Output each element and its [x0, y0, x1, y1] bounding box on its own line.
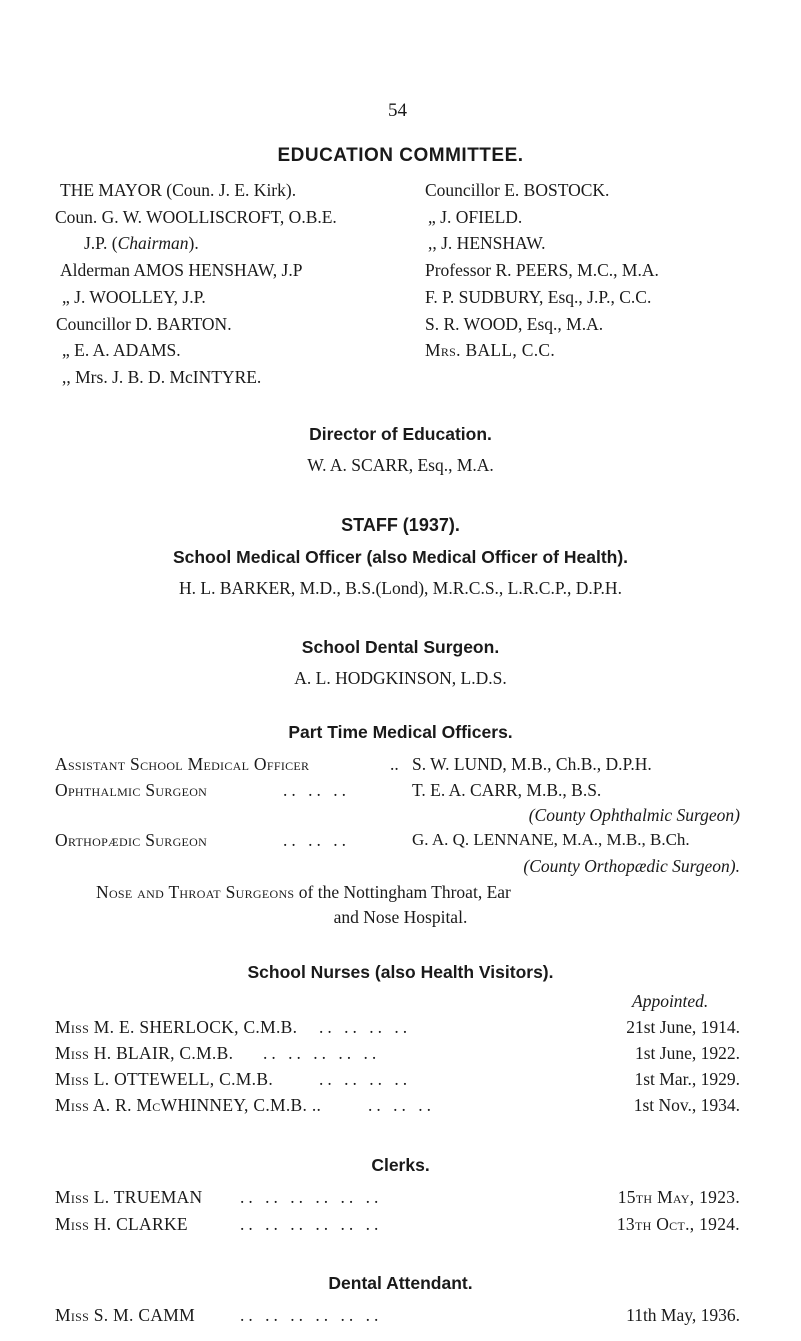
attendant-date: 11th May, 1936. — [626, 1305, 740, 1325]
leader-dots: .. .. .. .. .. .. — [240, 1187, 383, 1207]
committee-member: S. R. WOOD, Esq., M.A. — [425, 314, 604, 334]
committee-member: Councillor E. BOSTOCK. — [425, 180, 610, 200]
nose-throat-text: of the Nottingham Throat, Ear — [298, 882, 511, 902]
clerk-name: Miss L. TRUEMAN — [55, 1187, 203, 1207]
officer-name: G. A. Q. LENNANE, M.A., M.B., B.Ch. — [412, 830, 690, 849]
committee-member: ,, Mrs. J. B. D. McINTYRE. — [62, 367, 262, 387]
clerk-date: 15th May, 1923. — [617, 1187, 740, 1207]
director-heading: Director of Education. — [309, 424, 492, 444]
committee-member: Alderman AMOS HENSHAW, J.P — [60, 260, 303, 280]
committee-member: Councillor D. BARTON. — [56, 314, 232, 334]
committee-member: ,, J. HENSHAW. — [428, 233, 546, 253]
nose-throat-text-2: and Nose Hospital. — [333, 907, 468, 927]
committee-member: „ E. A. ADAMS. — [62, 340, 181, 360]
part-time-heading: Part Time Medical Officers. — [288, 722, 513, 742]
nurse-name: Miss M. E. SHERLOCK, C.M.B. — [55, 1017, 298, 1037]
clerk-name: Miss H. CLARKE — [55, 1214, 188, 1234]
officer-role: Assistant School Medical Officer — [55, 754, 310, 774]
nurse-name: Miss L. OTTEWELL, C.M.B. — [55, 1069, 273, 1089]
page-number: 54 — [388, 100, 407, 121]
leader-dots: .. .. .. .. .. .. — [240, 1305, 383, 1325]
committee-member: „ J. OFIELD. — [428, 207, 523, 227]
appointed-date: 1st Mar., 1929. — [634, 1069, 740, 1089]
officer-role: Orthopædic Surgeon — [55, 830, 208, 850]
nurses-heading: School Nurses (also Health Visitors). — [247, 962, 554, 982]
director-name: W. A. SCARR, Esq., M.A. — [307, 455, 494, 475]
officer-name: S. W. LUND, M.B., Ch.B., D.P.H. — [412, 754, 652, 774]
committee-member: Coun. G. W. WOOLLISCROFT, O.B.E. — [55, 207, 337, 227]
dental-surgeon-name: A. L. HODGKINSON, L.D.S. — [294, 668, 507, 688]
leader-dots: .. .. .. — [283, 830, 350, 850]
smo-heading: School Medical Officer (also Medical Officer of Health). — [172, 547, 629, 567]
leader-dots: .. .. .. — [283, 780, 350, 800]
appointed-date: 1st June, 1922. — [635, 1043, 740, 1063]
leader-dots: .. .. .. .. — [319, 1069, 412, 1089]
committee-member: Mrs. BALL, C.C. — [425, 340, 556, 360]
officer-role: Ophthalmic Surgeon — [55, 780, 208, 800]
officer-note: (County Orthopædic Surgeon). — [523, 856, 740, 876]
committee-member: J.P. (Chairman). — [84, 233, 199, 253]
appointed-label: Appointed. — [632, 991, 709, 1011]
committee-member: „ J. WOOLLEY, J.P. — [62, 287, 206, 307]
leader-dots: .. .. .. .. — [319, 1017, 412, 1037]
nurse-name: Miss H. BLAIR, C.M.B. — [55, 1043, 234, 1063]
clerks-heading: Clerks. — [371, 1155, 430, 1175]
appointed-date: 21st June, 1914. — [626, 1017, 740, 1037]
nurse-name: Miss A. R. McWHINNEY, C.M.B. .. — [55, 1095, 322, 1115]
leader-dots: .. — [390, 754, 399, 774]
committee-member: Professor R. PEERS, M.C., M.A. — [425, 260, 659, 280]
nose-throat-role: Nose and Throat Surgeons — [96, 882, 295, 902]
committee-title: EDUCATION COMMITTEE. — [277, 145, 524, 166]
officer-note: (County Ophthalmic Surgeon) — [528, 805, 740, 825]
committee-member: THE MAYOR (Coun. J. E. Kirk). — [60, 180, 297, 200]
committee-member: F. P. SUDBURY, Esq., J.P., C.C. — [425, 287, 652, 307]
leader-dots: .. .. .. .. .. .. — [240, 1214, 383, 1234]
smo-name: H. L. BARKER, M.D., B.S.(Lond), M.R.C.S., L.R.C.P., D.P.H. — [179, 578, 622, 598]
dental-surgeon-heading: School Dental Surgeon. — [301, 637, 500, 657]
clerk-date: 13th Oct., 1924. — [616, 1214, 740, 1234]
staff-heading: STAFF (1937). — [341, 515, 460, 535]
attendant-name: Miss S. M. CAMM — [55, 1305, 196, 1325]
nose-throat-line — [96, 882, 511, 903]
dental-attendant-heading: Dental Attendant. — [328, 1273, 473, 1293]
leader-dots: .. .. .. — [368, 1095, 435, 1115]
officer-name: T. E. A. CARR, M.B., B.S. — [412, 780, 602, 800]
leader-dots: .. .. .. .. .. — [263, 1043, 381, 1063]
appointed-date: 1st Nov., 1934. — [633, 1095, 740, 1115]
